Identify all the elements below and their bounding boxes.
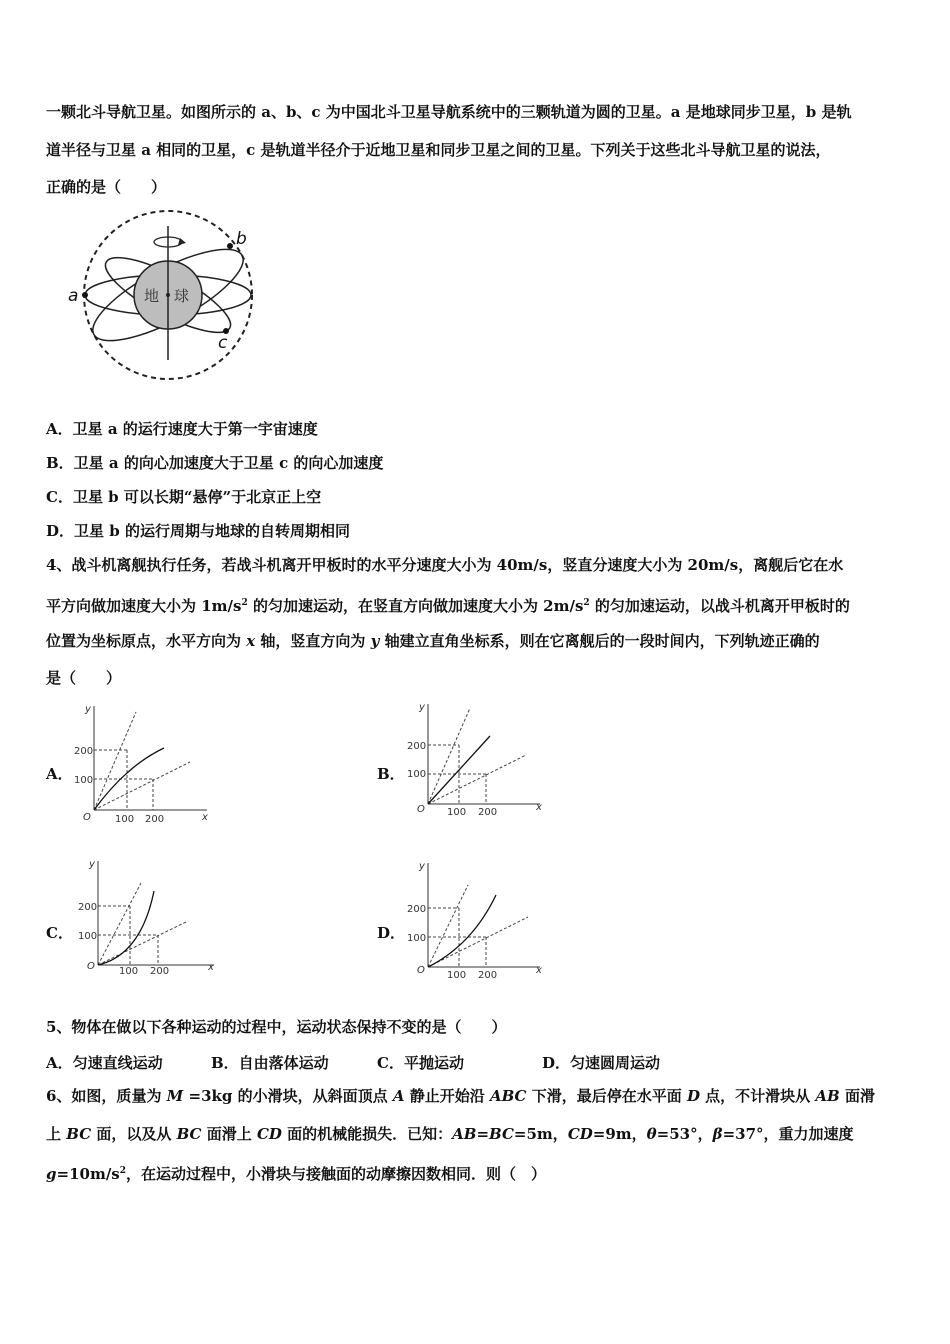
q4-stem-line-2: 平方向做加速度大小为 $1m/s^2$ 的匀加速运动，在竖直方向做加速度大小为 $2m/s^2$ 的匀加速运动，以战斗机离开甲板时的 <box>46 597 850 615</box>
q4-stem-line-3: 位置为坐标原点，水平方向为 x 轴，竖直方向为 y 轴建立直角坐标系，则在它离舰后的一段时间内，下列轨迹正确的 <box>46 632 820 650</box>
q4-graph-d <box>402 855 547 983</box>
q6-stem-line-1: 6、如图，质量为 M =3kg 的小滑块，从斜面顶点 A 静止开始沿 ABC 下滑，最后停在水平面 D 点，不计滑块从 AB 面滑 <box>46 1087 875 1105</box>
q3-stem-line-3: 正确的是（ ） <box>46 178 167 196</box>
dashed-line-shallow <box>98 921 188 965</box>
earth-label-left: 地 <box>144 287 160 305</box>
y-tick-200: 200 <box>407 741 427 752</box>
y-axis-label: y <box>89 859 95 870</box>
q4-graph-a <box>72 700 212 825</box>
q3-option-b: B．卫星 a 的向心加速度大于卫星 c 的向心加速度 <box>46 454 384 472</box>
q5-option-b: B．自由落体运动 <box>211 1054 329 1072</box>
origin-label: O <box>417 804 425 815</box>
q4-graph-d-label: D． <box>377 924 406 942</box>
satellite-a <box>82 292 88 298</box>
x-tick-200: 200 <box>145 814 165 825</box>
q5-stem: 5、物体在做以下各种运动的过程中，运动状态保持不变的是（ ） <box>46 1018 507 1036</box>
x-tick-100: 100 <box>119 966 139 977</box>
q4-graph-b <box>402 700 547 825</box>
y-tick-200: 200 <box>407 904 427 915</box>
satellite-b <box>227 243 233 249</box>
x-tick-200: 200 <box>478 807 498 818</box>
trajectory-curve <box>428 895 496 967</box>
q4-stem-line-1: 4、战斗机离舰执行任务，若战斗机离开甲板时的水平分速度大小为 40m/s，竖直分速度大小为 20m/s，离舰后它在水 <box>46 556 844 574</box>
satellite-orbit-figure <box>62 208 262 388</box>
x-axis-label: x <box>536 965 542 976</box>
y-axis-label: y <box>85 704 91 715</box>
x-tick-100: 100 <box>115 814 135 825</box>
q5-option-d: D．匀速圆周运动 <box>542 1054 661 1072</box>
y-tick-200: 200 <box>78 902 98 913</box>
satellite-a-label: a <box>68 286 79 306</box>
earth-center-dot <box>166 293 170 297</box>
x-axis-label: x <box>536 802 542 813</box>
q6-stem-line-3: $g=10m/s^2$，在运动过程中，小滑块与接触面的动摩擦因数相同．则（ ） <box>46 1165 547 1183</box>
q4-graph-a-label: A． <box>46 765 73 783</box>
dashed-line-shallow <box>428 755 526 804</box>
q3-stem-line-2: 道半径与卫星 a 相同的卫星，c 是轨道半径介于近地卫星和同步卫星之间的卫星。下列关于这些北斗导航卫星的说法， <box>46 141 831 159</box>
earth-label-right: 球 <box>174 287 190 305</box>
x-tick-200: 200 <box>150 966 170 977</box>
x-tick-100: 100 <box>447 970 467 981</box>
q3-option-c: C．卫星 b 可以长期“悬停”于北京正上空 <box>46 488 322 506</box>
dashed-line-steep <box>94 712 136 810</box>
y-tick-100: 100 <box>74 775 94 786</box>
q3-option-a: A．卫星 a 的运行速度大于第一宇宙速度 <box>46 420 318 438</box>
y-tick-200: 200 <box>74 746 94 757</box>
q5-option-a: A．匀速直线运动 <box>46 1054 163 1072</box>
y-tick-100: 100 <box>407 933 427 944</box>
q4-stem-line-4: 是（ ） <box>46 669 122 687</box>
dashed-line-steep <box>428 708 470 804</box>
q4-graph-c <box>76 855 221 980</box>
q4-graph-b-label: B． <box>377 765 405 783</box>
q3-option-d: D．卫星 b 的运行周期与地球的自转周期相同 <box>46 522 350 540</box>
x-tick-100: 100 <box>447 807 467 818</box>
y-tick-100: 100 <box>78 931 98 942</box>
satellite-c-label: c <box>218 333 228 353</box>
trajectory-curve <box>98 891 154 965</box>
q5-option-c: C．平抛运动 <box>377 1054 464 1072</box>
origin-label: O <box>87 961 95 972</box>
q4-graph-c-label: C． <box>46 924 73 942</box>
q3-stem-line-1: 一颗北斗导航卫星。如图所示的 a、b、c 为中国北斗卫星导航系统中的三颗轨道为圆的卫星。a 是地球同步卫星，b 是轨 <box>46 103 852 121</box>
y-axis-label: y <box>419 861 425 872</box>
x-tick-200: 200 <box>478 970 498 981</box>
q6-stem-line-2: 上 BC 面，以及从 BC 面滑上 CD 面的机械能损失．已知：AB=BC=5m，CD=9m，θ=53°，β=37°，重力加速度 <box>46 1125 854 1143</box>
x-axis-label: x <box>208 962 214 973</box>
dashed-line-shallow <box>94 762 190 810</box>
x-axis-label: x <box>202 812 208 823</box>
origin-label: O <box>83 812 91 823</box>
origin-label: O <box>417 965 425 976</box>
y-axis-label: y <box>419 702 425 713</box>
dashed-line-steep <box>98 883 141 965</box>
y-tick-100: 100 <box>407 769 427 780</box>
satellite-b-label: b <box>236 229 247 249</box>
